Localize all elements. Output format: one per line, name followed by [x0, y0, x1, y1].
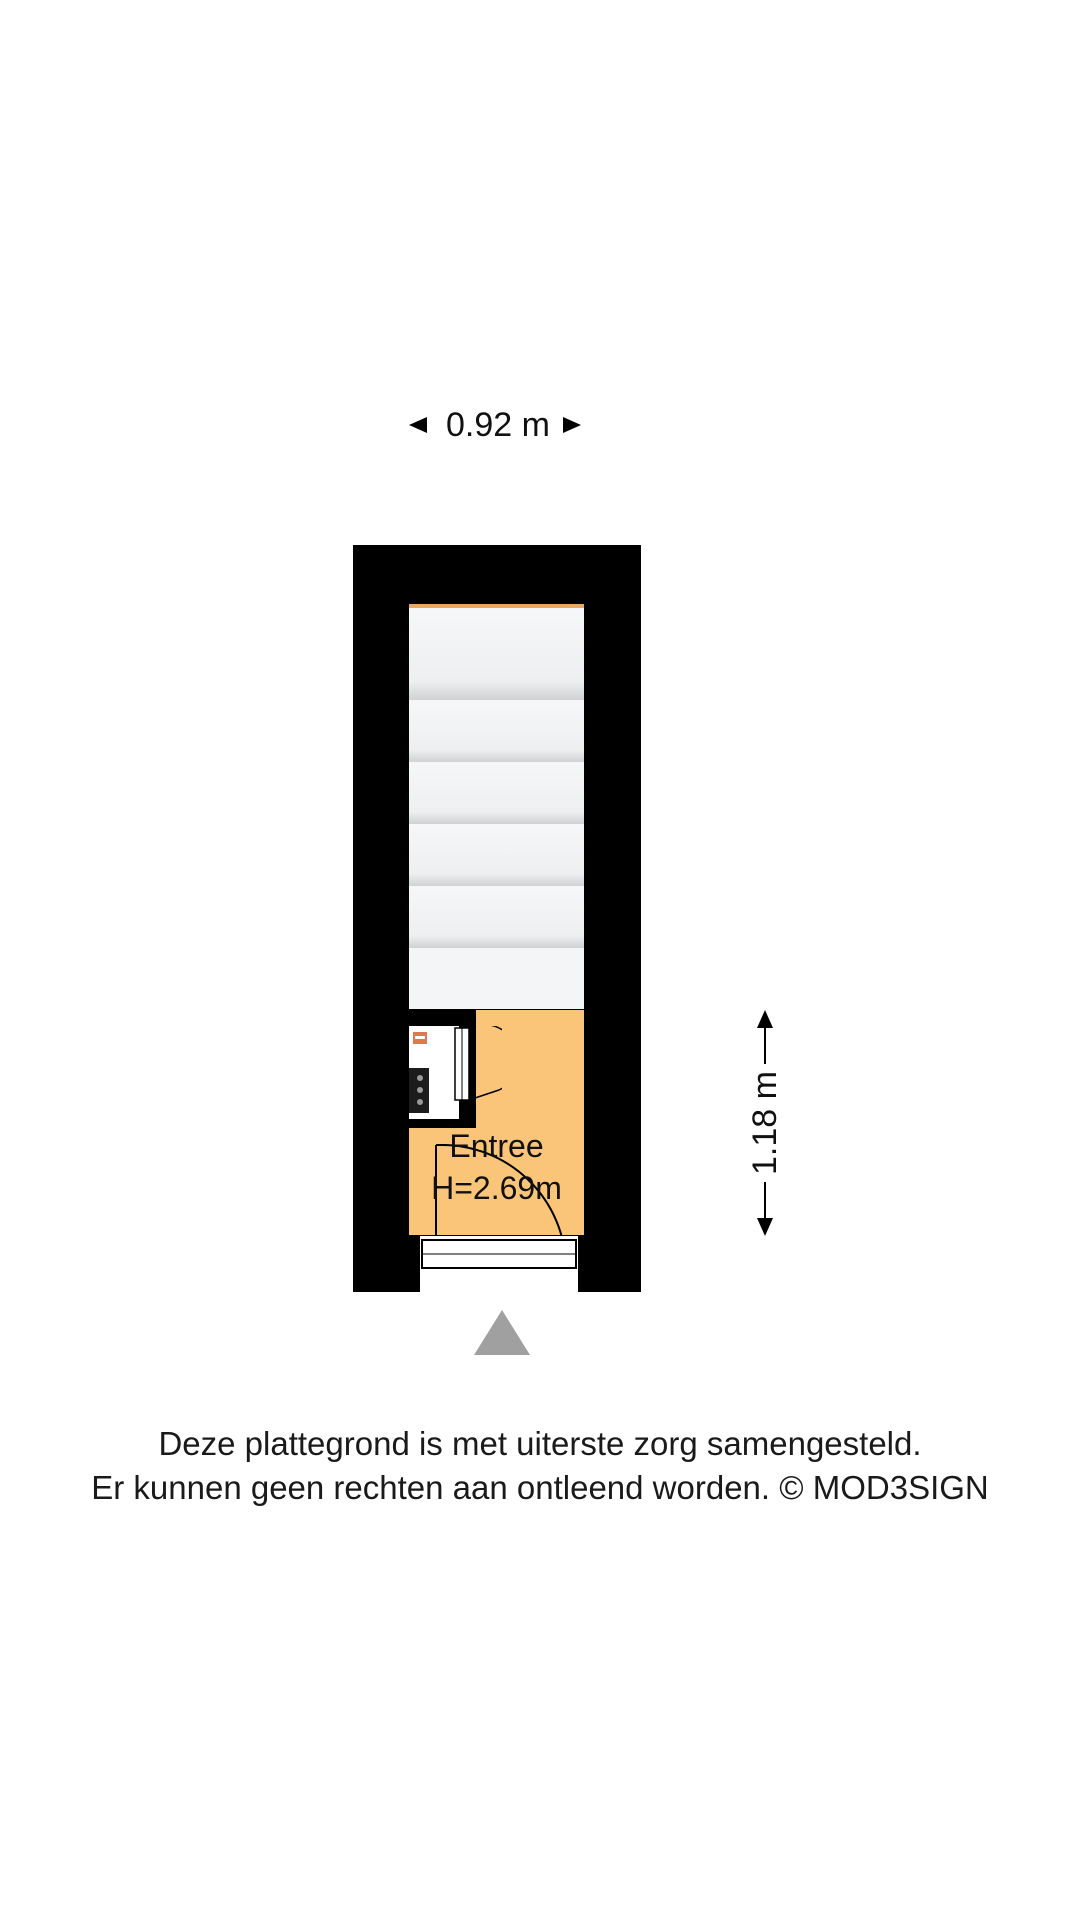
room-height: H=2.69m — [431, 1170, 562, 1206]
entry-arrow-icon — [474, 1310, 530, 1355]
height-dimension-label: 1.18 m — [746, 1071, 784, 1175]
disclaimer-line-1: Deze plattegrond is met uiterste zorg samengesteld. — [158, 1425, 922, 1462]
closet-door — [454, 1026, 502, 1102]
width-dimension-label: 0.92 m — [446, 406, 550, 444]
disclaimer-line-2: Er kunnen geen rechten aan ontleend worden. © MOD3SIGN — [91, 1469, 989, 1506]
door-threshold — [420, 1236, 578, 1292]
meter-cupboard — [409, 1026, 459, 1119]
disclaimer — [0, 1422, 1080, 1510]
room-name: Entree — [449, 1128, 544, 1164]
staircase — [409, 604, 584, 1009]
